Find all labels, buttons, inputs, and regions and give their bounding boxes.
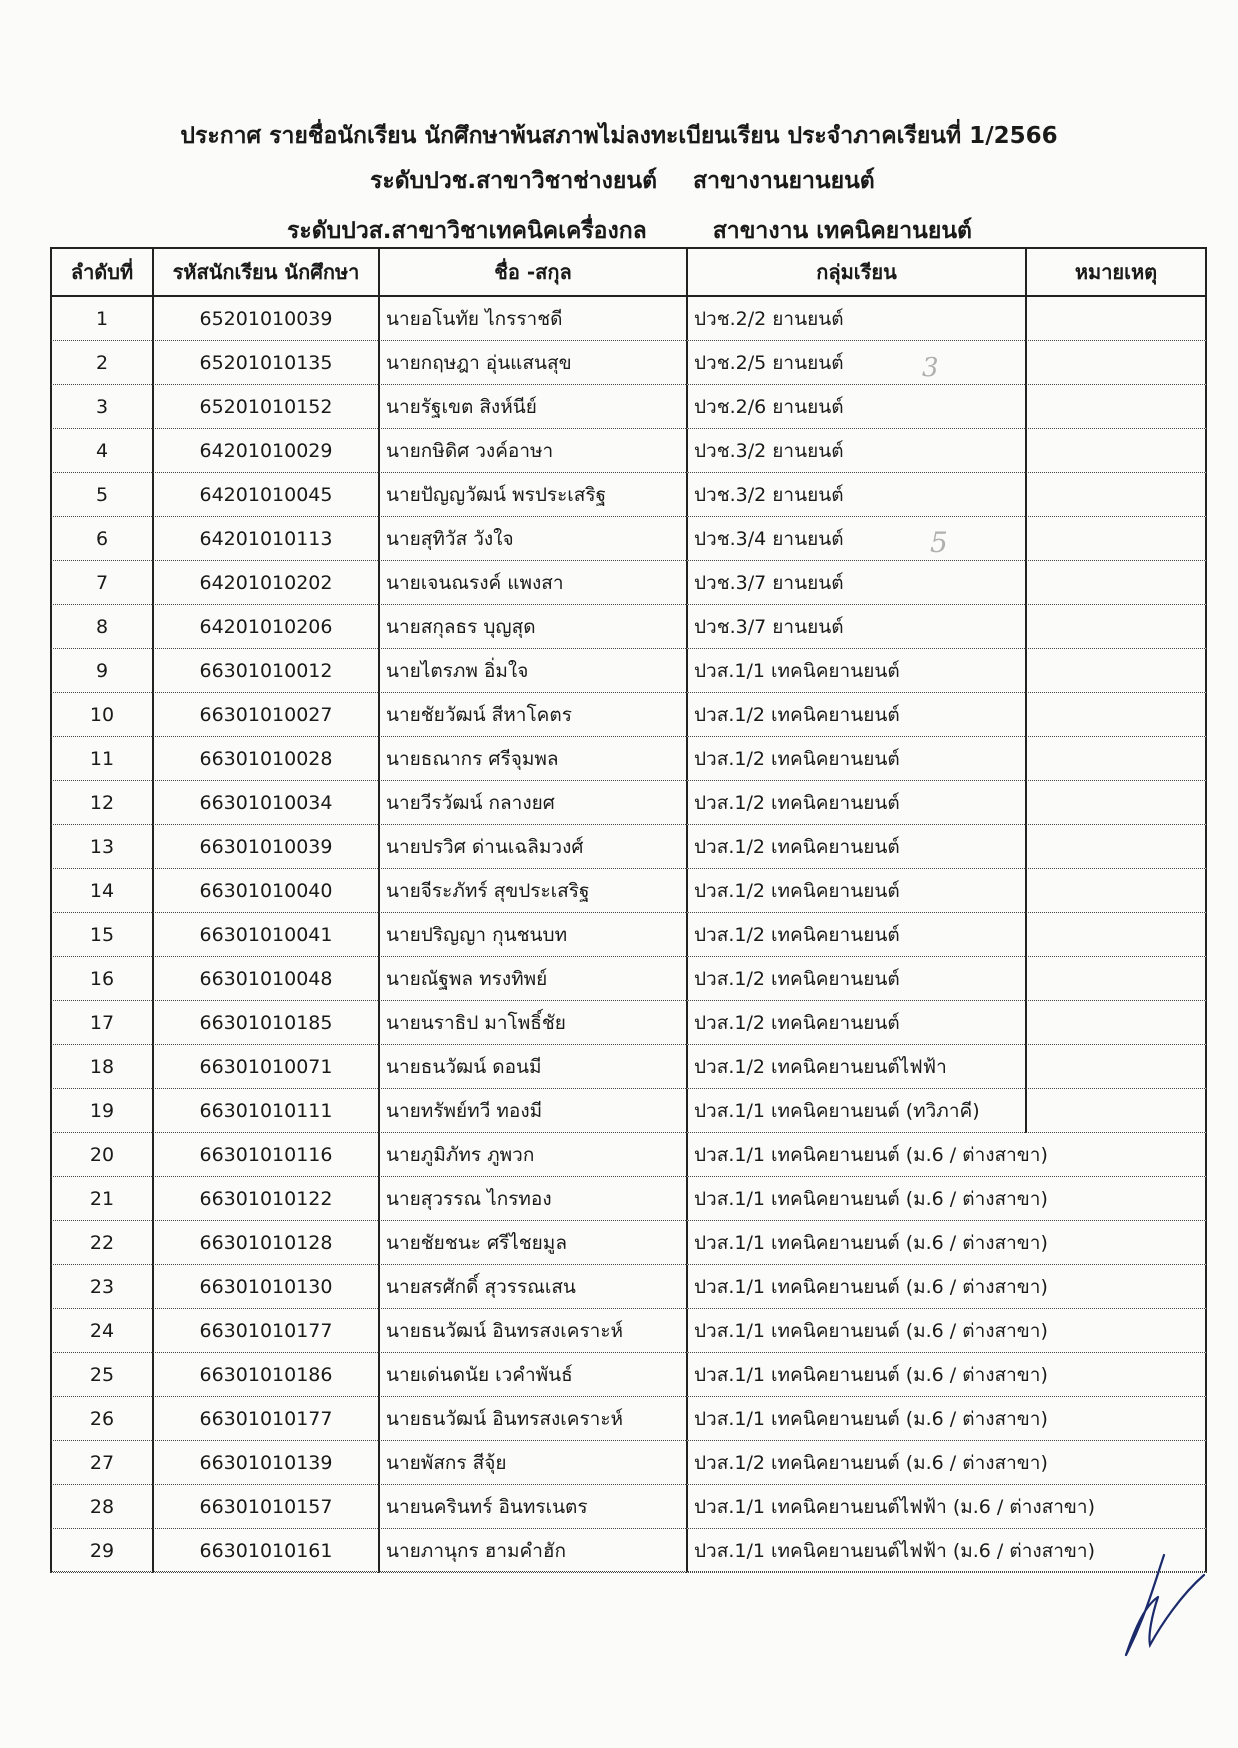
row-student-id: 66301010122: [152, 1177, 378, 1221]
row-name: นายจีระภัทร์ สุขประเสริฐ: [378, 869, 686, 913]
row-group: ปวส.1/2 เทคนิคยานยนต์: [686, 781, 1025, 825]
row-student-id: 66301010071: [152, 1045, 378, 1089]
row-group: ปวส.1/2 เทคนิคยานยนต์: [686, 869, 1025, 913]
row-name: นายธนวัฒน์ ดอนมี: [378, 1045, 686, 1089]
row-name: นายชัยวัฒน์ สีหาโคตร: [378, 693, 686, 737]
row-no: 23: [50, 1265, 152, 1309]
row-student-id: 66301010185: [152, 1001, 378, 1045]
row-student-id: 66301010048: [152, 957, 378, 1001]
row-student-id: 66301010116: [152, 1133, 378, 1177]
subtitle-high-vocational-branch: สาขางาน เทคนิคยานยนต์: [712, 218, 972, 244]
row-student-id: 66301010177: [152, 1309, 378, 1353]
row-group: ปวช.3/2 ยานยนต์: [686, 429, 1025, 473]
row-no: 22: [50, 1221, 152, 1265]
row-student-id: 65201010135: [152, 341, 378, 385]
row-student-id: 64201010029: [152, 429, 378, 473]
row-student-id: 66301010130: [152, 1265, 378, 1309]
row-no: 4: [50, 429, 152, 473]
column-header-remark: หมายเหตุ: [1025, 247, 1207, 297]
row-no: 1: [50, 297, 152, 341]
subtitle-high-vocational-major: ระดับปวส.สาขาวิชาเทคนิคเครื่องกล: [287, 218, 647, 244]
row-student-id: 66301010034: [152, 781, 378, 825]
row-group: ปวส.1/2 เทคนิคยานยนต์ไฟฟ้า: [686, 1045, 1025, 1089]
row-name: นายภูมิภัทร ภูพวก: [378, 1133, 686, 1177]
subtitle-vocational-major: ระดับปวช.สาขาวิชาช่างยนต์: [370, 168, 658, 194]
row-no: 14: [50, 869, 152, 913]
row-student-id: 64201010113: [152, 517, 378, 561]
column-header-name: ชื่อ -สกุล: [378, 247, 686, 297]
row-name: นายสรศักดิ์ สุวรรณเสน: [378, 1265, 686, 1309]
row-student-id: 66301010139: [152, 1441, 378, 1485]
row-student-id: 65201010152: [152, 385, 378, 429]
row-no: 29: [50, 1529, 152, 1573]
row-student-id: 66301010040: [152, 869, 378, 913]
row-group: ปวช.2/6 ยานยนต์: [686, 385, 1025, 429]
row-group: ปวส.1/1 เทคนิคยานยนต์ (ม.6 / ต่างสาขา): [686, 1221, 1207, 1265]
row-name: นายเด่นดนัย เวคำพันธ์: [378, 1353, 686, 1397]
row-student-id: 64201010045: [152, 473, 378, 517]
announcement-title: ประกาศ รายชื่อนักเรียน นักศึกษาพ้นสภาพไม่ลงทะเบียนเรียน ประจำภาคเรียนที่ 1/2566: [180, 123, 1058, 149]
row-name: นายณัฐพล ทรงทิพย์: [378, 957, 686, 1001]
row-group: ปวส.1/1 เทคนิคยานยนต์ (ม.6 / ต่างสาขา): [686, 1353, 1207, 1397]
row-name: นายภานุกร ฮามคำฮัก: [378, 1529, 686, 1573]
row-group: ปวส.1/2 เทคนิคยานยนต์: [686, 693, 1025, 737]
row-name: นายพัสกร สีจุ้ย: [378, 1441, 686, 1485]
row-name: นายอโนทัย ไกรราชดี: [378, 297, 686, 341]
row-group: ปวช.3/7 ยานยนต์: [686, 605, 1025, 649]
row-no: 10: [50, 693, 152, 737]
row-group: ปวช.3/4 ยานยนต์: [686, 517, 1025, 561]
row-group: ปวส.1/1 เทคนิคยานยนต์ไฟฟ้า (ม.6 / ต่างสาขา): [686, 1485, 1207, 1529]
row-student-id: 66301010128: [152, 1221, 378, 1265]
row-group: ปวส.1/1 เทคนิคยานยนต์ (ม.6 / ต่างสาขา): [686, 1265, 1207, 1309]
row-no: 2: [50, 341, 152, 385]
column-header-group: กลุ่มเรียน: [686, 247, 1025, 297]
row-name: นายปริญญา กุนชนบท: [378, 913, 686, 957]
row-group: ปวส.1/2 เทคนิคยานยนต์: [686, 957, 1025, 1001]
row-no: 18: [50, 1045, 152, 1089]
row-student-id: 65201010039: [152, 297, 378, 341]
row-no: 8: [50, 605, 152, 649]
row-name: นายนราธิป มาโพธิ์ชัย: [378, 1001, 686, 1045]
row-student-id: 66301010161: [152, 1529, 378, 1573]
row-no: 13: [50, 825, 152, 869]
row-group: ปวช.2/5 ยานยนต์: [686, 341, 1025, 385]
row-group: ปวส.1/1 เทคนิคยานยนต์ (ม.6 / ต่างสาขา): [686, 1309, 1207, 1353]
row-no: 9: [50, 649, 152, 693]
row-no: 3: [50, 385, 152, 429]
row-student-id: 66301010041: [152, 913, 378, 957]
row-group: ปวส.1/1 เทคนิคยานยนต์ (ม.6 / ต่างสาขา): [686, 1397, 1207, 1441]
row-no: 11: [50, 737, 152, 781]
row-name: นายสุทิวัส วังใจ: [378, 517, 686, 561]
row-group: ปวช.2/2 ยานยนต์: [686, 297, 1025, 341]
row-group: ปวส.1/1 เทคนิคยานยนต์: [686, 649, 1025, 693]
row-no: 27: [50, 1441, 152, 1485]
row-student-id: 66301010039: [152, 825, 378, 869]
signature-mark: [1106, 1545, 1206, 1665]
pencil-mark-3: 3: [922, 353, 939, 383]
row-no: 15: [50, 913, 152, 957]
row-student-id: 66301010012: [152, 649, 378, 693]
row-no: 26: [50, 1397, 152, 1441]
row-no: 25: [50, 1353, 152, 1397]
row-no: 20: [50, 1133, 152, 1177]
row-student-id: 66301010157: [152, 1485, 378, 1529]
row-group: ปวส.1/1 เทคนิคยานยนต์ (ทวิภาคี): [686, 1089, 1025, 1133]
row-name: นายทรัพย์ทวี ทองมี: [378, 1089, 686, 1133]
pencil-mark-5: 5: [930, 526, 948, 559]
row-no: 7: [50, 561, 152, 605]
row-group: ปวส.1/1 เทคนิคยานยนต์ไฟฟ้า (ม.6 / ต่างสาขา): [686, 1529, 1207, 1573]
row-no: 6: [50, 517, 152, 561]
row-no: 21: [50, 1177, 152, 1221]
subtitle-vocational-branch: สาขางานยานยนต์: [693, 168, 875, 194]
row-group: ปวส.1/2 เทคนิคยานยนต์: [686, 737, 1025, 781]
row-no: 16: [50, 957, 152, 1001]
row-name: นายธนวัฒน์ อินทรสงเคราะห์: [378, 1309, 686, 1353]
row-name: นายเจนณรงค์ แพงสา: [378, 561, 686, 605]
row-no: 17: [50, 1001, 152, 1045]
row-no: 24: [50, 1309, 152, 1353]
row-name: นายชัยชนะ ศรีไชยมูล: [378, 1221, 686, 1265]
column-header-no: ลำดับที่: [50, 247, 152, 297]
row-name: นายไตรภพ อิ่มใจ: [378, 649, 686, 693]
row-name: นายสุวรรณ ไกรทอง: [378, 1177, 686, 1221]
row-name: นายนครินทร์ อินทรเนตร: [378, 1485, 686, 1529]
row-student-id: 66301010186: [152, 1353, 378, 1397]
row-student-id: 64201010206: [152, 605, 378, 649]
row-name: นายกฤษฎา อุ่นแสนสุข: [378, 341, 686, 385]
row-group: ปวช.3/2 ยานยนต์: [686, 473, 1025, 517]
row-group: ปวส.1/2 เทคนิคยานยนต์ (ม.6 / ต่างสาขา): [686, 1441, 1207, 1485]
row-student-id: 66301010027: [152, 693, 378, 737]
row-name: นายสกุลธร บุญสุด: [378, 605, 686, 649]
row-name: นายรัฐเขต สิงห์นีย์: [378, 385, 686, 429]
row-group: ปวส.1/2 เทคนิคยานยนต์: [686, 825, 1025, 869]
row-student-id: 66301010177: [152, 1397, 378, 1441]
row-name: นายธณากร ศรีจุมพล: [378, 737, 686, 781]
row-name: นายกษิดิศ วงค์อาษา: [378, 429, 686, 473]
row-no: 28: [50, 1485, 152, 1529]
row-group: ปวส.1/1 เทคนิคยานยนต์ (ม.6 / ต่างสาขา): [686, 1133, 1207, 1177]
row-student-id: 66301010028: [152, 737, 378, 781]
row-name: นายปรวิศ ด่านเฉลิมวงศ์: [378, 825, 686, 869]
row-no: 5: [50, 473, 152, 517]
column-header-student-id: รหัสนักเรียน นักศึกษา: [152, 247, 378, 297]
row-student-id: 66301010111: [152, 1089, 378, 1133]
row-name: นายวีรวัฒน์ กลางยศ: [378, 781, 686, 825]
row-no: 12: [50, 781, 152, 825]
row-group: ปวส.1/2 เทคนิคยานยนต์: [686, 913, 1025, 957]
row-no: 19: [50, 1089, 152, 1133]
row-student-id: 64201010202: [152, 561, 378, 605]
row-name: นายปัญญวัฒน์ พรประเสริฐ: [378, 473, 686, 517]
row-group: ปวช.3/7 ยานยนต์: [686, 561, 1025, 605]
row-group: ปวส.1/1 เทคนิคยานยนต์ (ม.6 / ต่างสาขา): [686, 1177, 1207, 1221]
row-group: ปวส.1/2 เทคนิคยานยนต์: [686, 1001, 1025, 1045]
row-name: นายธนวัฒน์ อินทรสงเคราะห์: [378, 1397, 686, 1441]
